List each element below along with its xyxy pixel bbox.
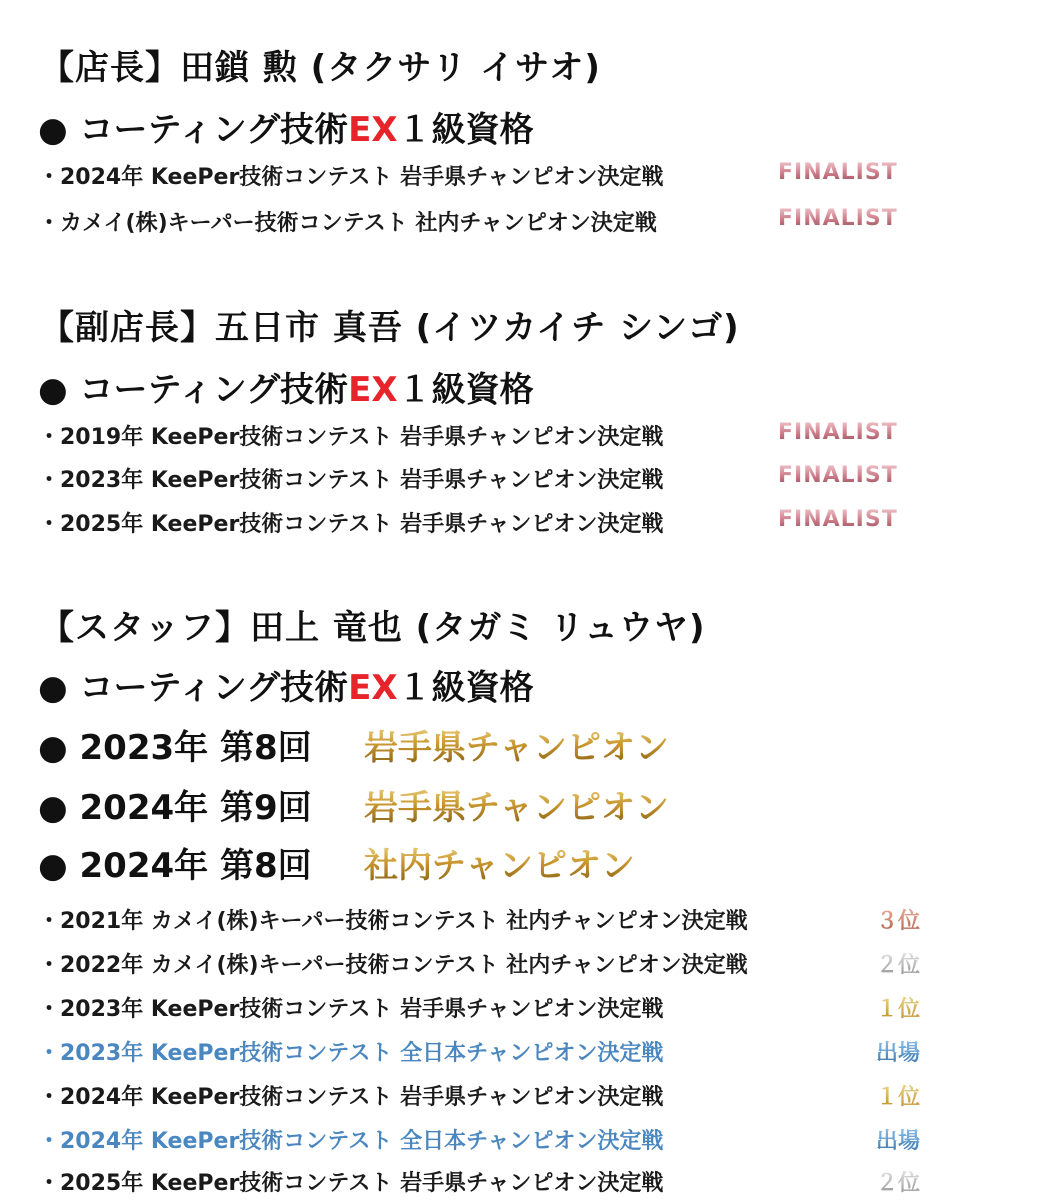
cert-main: コーティング技術 — [79, 370, 349, 410]
bullet-dot: ● — [38, 668, 80, 708]
bullet-dot: ● — [38, 370, 80, 410]
champion-award: 岩手県チャンピオン — [364, 720, 669, 769]
participation-badge: 出場 — [876, 1036, 920, 1067]
deputy-name: 【副店長】五日市 真吾 (イツカイチ シンゴ) — [40, 308, 740, 348]
staff-title-2 — [38, 780, 312, 829]
bullet-dot: ● — [38, 788, 80, 828]
finalist-badge: FINALIST — [778, 206, 898, 231]
finalist-badge: FINALIST — [778, 160, 898, 185]
rank-badge: １位 — [876, 992, 920, 1023]
cert-suffix: １級資格 — [397, 110, 534, 150]
title-label: 2024年 第9回 — [79, 788, 312, 828]
manager-name: 【店長】田鎖 勲 (タクサリ イサオ) — [40, 48, 601, 88]
bullet-dot: ● — [38, 110, 80, 150]
list-item: ・2023年 KeePer技術コンテスト 岩手県チャンピオン決定戦 — [38, 997, 664, 1022]
title-label: 2024年 第8回 — [79, 846, 312, 886]
rank-badge: ２位 — [876, 1166, 920, 1197]
cert-ex: EX — [348, 110, 398, 150]
cert-ex: EX — [348, 370, 398, 410]
cert-main: コーティング技術 — [79, 110, 349, 150]
finalist-badge: FINALIST — [778, 463, 898, 488]
staff-title-1 — [38, 720, 312, 769]
champion-award: 岩手県チャンピオン — [364, 780, 669, 829]
list-item: ・2019年 KeePer技術コンテスト 岩手県チャンピオン決定戦 — [38, 425, 664, 450]
participation-badge: 出場 — [876, 1124, 920, 1155]
champion-award: 社内チャンピオン — [364, 838, 635, 887]
staff-name: 【スタッフ】田上 竜也 (タガミ リュウヤ) — [40, 608, 706, 648]
list-item: ・2023年 KeePer技術コンテスト 岩手県チャンピオン決定戦 — [38, 468, 664, 493]
list-item: ・2022年 カメイ(株)キーパー技術コンテスト 社内チャンピオン決定戦 — [38, 953, 748, 978]
rank-badge: ２位 — [876, 948, 920, 979]
list-item: ・2024年 KeePer技術コンテスト 岩手県チャンピオン決定戦 — [38, 1085, 664, 1110]
cert-main: コーティング技術 — [79, 668, 349, 708]
staff-title-3 — [38, 838, 312, 887]
deputy-certification — [38, 362, 534, 411]
manager-certification — [38, 102, 534, 151]
list-item: ・2023年 KeePer技術コンテスト 全日本チャンピオン決定戦 — [38, 1041, 664, 1066]
bullet-dot: ● — [38, 728, 80, 768]
title-label: 2023年 第8回 — [79, 728, 312, 768]
finalist-badge: FINALIST — [778, 420, 898, 445]
list-item: ・2024年 KeePer技術コンテスト 全日本チャンピオン決定戦 — [38, 1129, 664, 1154]
rank-badge: １位 — [876, 1080, 920, 1111]
cert-suffix: １級資格 — [397, 668, 534, 708]
finalist-badge: FINALIST — [778, 507, 898, 532]
list-item: ・2021年 カメイ(株)キーパー技術コンテスト 社内チャンピオン決定戦 — [38, 909, 748, 934]
rank-badge: ３位 — [876, 904, 920, 935]
list-item: ・2025年 KeePer技術コンテスト 岩手県チャンピオン決定戦 — [38, 1171, 664, 1196]
cert-ex: EX — [348, 668, 398, 708]
cert-suffix: １級資格 — [397, 370, 534, 410]
list-item: ・カメイ(株)キーパー技術コンテスト 社内チャンピオン決定戦 — [38, 211, 657, 236]
staff-certification — [38, 660, 534, 709]
list-item: ・2025年 KeePer技術コンテスト 岩手県チャンピオン決定戦 — [38, 512, 664, 537]
list-item: ・2024年 KeePer技術コンテスト 岩手県チャンピオン決定戦 — [38, 165, 664, 190]
bullet-dot: ● — [38, 846, 80, 886]
